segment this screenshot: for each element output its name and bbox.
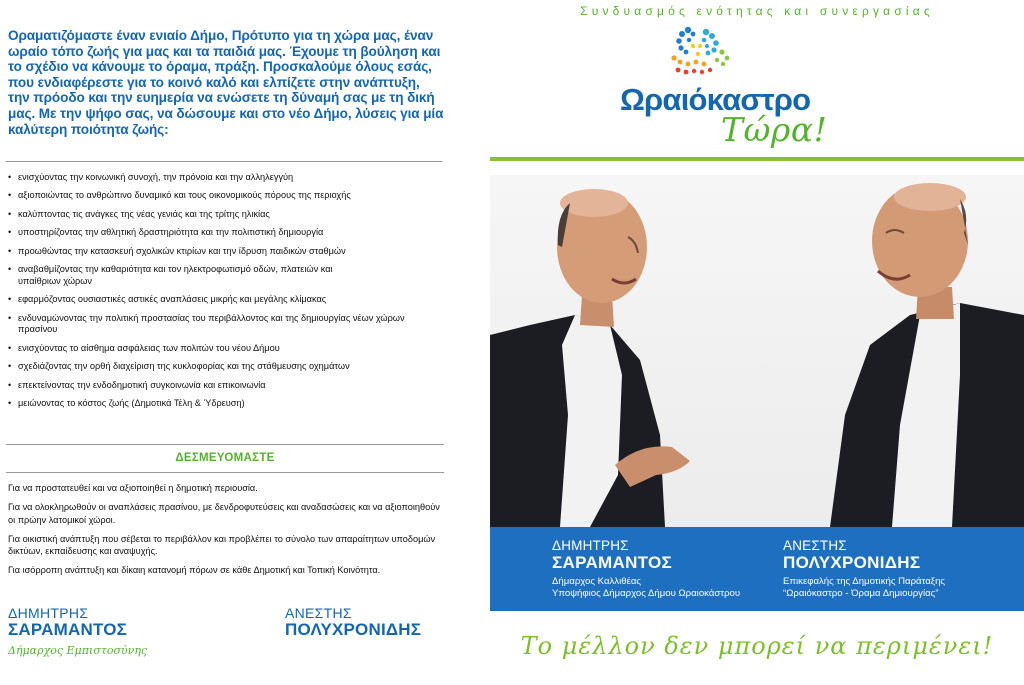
list-item: • καλύπτοντας τις ανάγκες της νέας γενιάς και της τρίτης ηλικίας bbox=[8, 209, 448, 221]
left-page bbox=[0, 0, 490, 685]
logo-title: Ωραιόκαστρο bbox=[620, 82, 811, 117]
list-item: • εφαρμόζοντας ουσιαστικές αστικές αναπλάσεις μικρής και μεγάλης κλίμακας bbox=[8, 294, 448, 306]
pledge-list bbox=[8, 482, 448, 583]
signature-polychronidis bbox=[285, 605, 421, 640]
candidate-polychronidis bbox=[783, 538, 945, 600]
signature-saramantos bbox=[8, 605, 147, 657]
commit-heading: ΔΕΣΜΕΥΟΜΑΣΤΕ bbox=[175, 452, 275, 464]
green-divider bbox=[490, 157, 1024, 161]
signature-role: Δήμαρχος Εμπιστοσύνης bbox=[8, 644, 148, 657]
signature-first-name: ΔΗΜΗΤΡΗΣ bbox=[8, 605, 89, 621]
candidate-desc-line: Επικεφαλής της Δημοτικής Παράταξης bbox=[783, 576, 946, 587]
divider-commit bbox=[6, 472, 444, 473]
right-page bbox=[490, 0, 1024, 685]
divider-top bbox=[6, 161, 442, 162]
candidate-saramantos bbox=[552, 538, 740, 600]
intro-text: Οραματιζόμαστε έναν ενιαίο Δήμο, Πρότυπο για τη χώρα μας, έναν ωραίο τόπο ζωής για μας και τα παιδιά μας. Έχουμε τη βούληση και το σχέδιο να κάνουμε το όραμα, πράξη. Προσκαλούμε όλους εσάς, που ενδιαφέρεστε για το κοινό καλό και ελπίζετε στην ανάπτυξη, την πρόοδο και την ευημερία να ενώσετε τη δύναμή σας με τη δική μας. Με την ψήφο σας, να δώσουμε και στο νέο Δήμο, λύσεις για μία καλύτερη ποιότητα ζωής: bbox=[8, 28, 444, 137]
candidate-description bbox=[552, 576, 740, 600]
candidate-desc-line: Υποψήφιος Δήμαρχος Δήμου Ωραιοκάστρου bbox=[552, 587, 741, 599]
list-item: • αξιοποιώντας το ανθρώπινο δυναμικό και τους οικονομικούς πόρους της περιοχής bbox=[8, 190, 448, 202]
candidates-photo bbox=[490, 175, 1024, 527]
list-item: • ενισχύοντας το αίσθημα ασφάλειας των πολιτών του νέου Δήμου bbox=[8, 343, 448, 355]
list-item: • επεκτείνοντας την ενδοδημοτική συγκοινωνία και επικοινωνία bbox=[8, 380, 448, 392]
list-item: • αναβαθμίζοντας την καθαριότητα και τον ηλεκτροφωτισμό οδών, πλατειών και υπαίθριων χώρων bbox=[8, 264, 358, 288]
list-item: • μειώνοντας το κόστος ζωής (Δημοτικά Τέλη & Ύδρευση) bbox=[8, 398, 448, 410]
logo-subtitle: Τώρα! bbox=[721, 110, 828, 149]
pledge-item: Για να προστατευθεί και να αξιοποιηθεί η δημοτική περιουσία. bbox=[8, 483, 258, 493]
motto: Το μέλλον δεν μπορεί να περιμένει! bbox=[520, 632, 994, 660]
divider-middle bbox=[6, 444, 444, 445]
list-item: • ενισχύοντας την κοινωνική συνοχή, την πρόνοια και την αλληλεγγύη bbox=[8, 172, 448, 184]
candidate-last-name: ΠΟΛΥΧΡΟΝΙΔΗΣ bbox=[783, 553, 921, 572]
bullet-list bbox=[8, 172, 448, 416]
candidate-desc-line: Δήμαρχος Καλλιθέας bbox=[552, 576, 642, 587]
signature-last-name: ΣΑΡΑΜΑΝΤΟΣ bbox=[8, 620, 128, 639]
list-item: • προωθώντας την κατασκευή σχολικών κτιρίων και την ίδρυση παιδικών σταθμών bbox=[8, 246, 448, 258]
pledge-item: Για οικιστική ανάπτυξη που σέβεται το περιβάλλον και προβλέπει το σύνολο των απαραίτητων υποδομών δικτύων, εκπαίδευσης και αναψυχής. bbox=[8, 533, 436, 557]
candidate-desc-line: “Ωραιόκαστρο - Όραμα Δημιουργίας” bbox=[783, 587, 939, 599]
list-item: • υποστηρίζοντας την αθλητική δραστηριότητα και την πολιτιστική δημιουργία bbox=[8, 227, 448, 239]
slogan-top: Συνδυασμός ενότητας και συνεργασίας bbox=[580, 4, 934, 18]
pledge-item: Για να ολοκληρωθούν οι αναπλάσεις πρασίνου, με δενδροφυτεύσεις και αναδασώσεις και να αξιοποιηθούν οι πρώην λατομικοί χώροι. bbox=[8, 501, 440, 525]
list-item: • σχεδιάζοντας την ορθή διαχείριση της κυκλοφορίας και της στάθμευσης οχημάτων bbox=[8, 361, 448, 373]
candidate-first-name: ΔΗΜΗΤΡΗΣ bbox=[552, 538, 629, 553]
logo-dots-icon bbox=[660, 22, 740, 82]
candidate-first-name: ΑΝΕΣΤΗΣ bbox=[783, 538, 847, 553]
signature-first-name: ΑΝΕΣΤΗΣ bbox=[285, 605, 352, 621]
list-item: • ενδυναμώνοντας την πολιτική προστασίας του περιβάλλοντος και της δημιουργίας νέων χώρων πρασίνου bbox=[8, 313, 413, 337]
pledge-item: Για ισόρροπη ανάπτυξη και δίκαιη κατανομή πόρων σε κάθε Δημοτική και Τοπική Κοινότητα. bbox=[8, 565, 381, 576]
candidate-last-name: ΣΑΡΑΜΑΝΤΟΣ bbox=[552, 553, 673, 572]
candidate-description bbox=[783, 576, 945, 600]
signature-last-name: ΠΟΛΥΧΡΟΝΙΔΗΣ bbox=[285, 620, 422, 639]
